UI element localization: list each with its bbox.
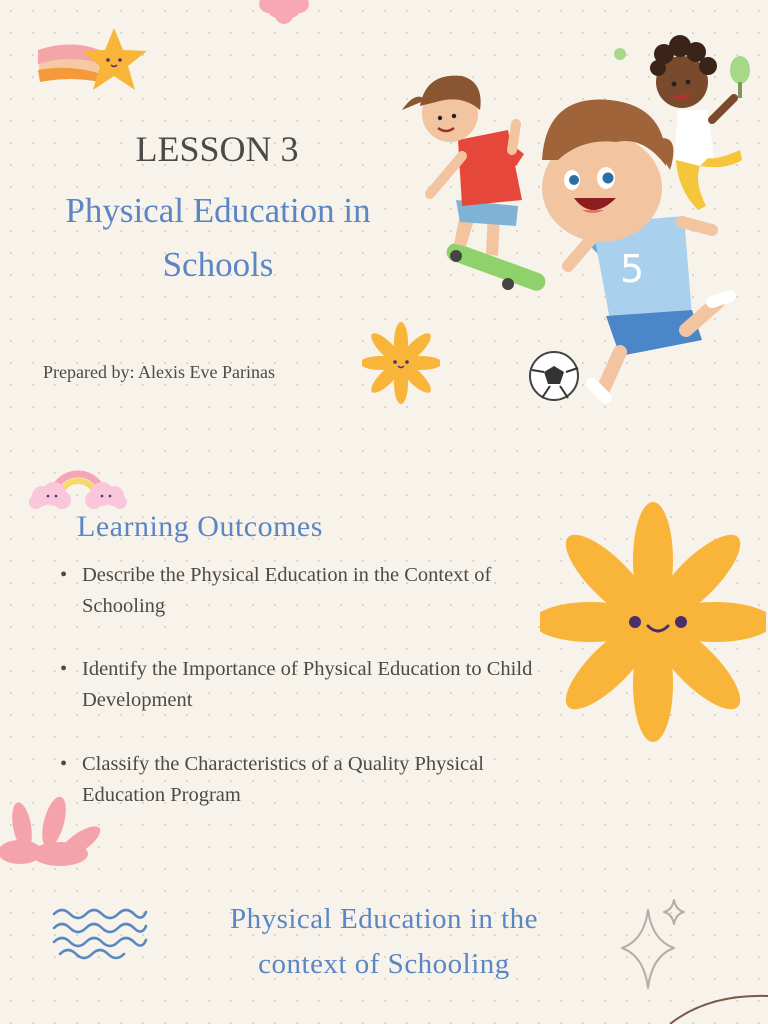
shooting-star-icon bbox=[34, 24, 152, 104]
page-title-line2: Schools bbox=[162, 245, 274, 284]
list-item: • Describe the Physical Education in the Context of Schooling bbox=[60, 560, 622, 622]
rainbow-icon bbox=[28, 466, 128, 512]
sparkle-icon bbox=[618, 896, 688, 992]
svg-text:5: 5 bbox=[620, 247, 645, 291]
list-item: • Classify the Characteristics of a Quality Physical Education Program bbox=[60, 749, 622, 811]
list-item-line1: Describe the Physical Education in the Context of bbox=[82, 564, 492, 586]
list-item-line1: Identify the Importance of Physical Education to Child bbox=[82, 658, 533, 680]
list-item-line2: Development bbox=[82, 689, 193, 711]
list-item-line2: Education Program bbox=[82, 784, 241, 806]
pink-leaf-icon bbox=[0, 788, 112, 868]
pink-flower-icon bbox=[232, 0, 336, 44]
prepared-by: Prepared by: Alexis Eve Parinas bbox=[43, 362, 275, 382]
page-title bbox=[40, 184, 396, 292]
kids-playing-illustration bbox=[396, 10, 762, 406]
section-title-line2: context of Schooling bbox=[258, 948, 510, 980]
list-item: • Identify the Importance of Physical Education to Child Development bbox=[60, 654, 622, 716]
page-title-line1: Physical Education in bbox=[65, 191, 371, 230]
waves-icon bbox=[52, 904, 148, 960]
list-item-line2: Schooling bbox=[82, 595, 166, 617]
arc-decoration bbox=[668, 988, 768, 1024]
section-title-line1: Physical Education in the bbox=[229, 903, 539, 935]
section-title bbox=[200, 897, 568, 987]
learning-outcomes-heading: Learning Outcomes bbox=[77, 510, 323, 543]
lesson-number: LESSON 3 bbox=[135, 129, 299, 169]
list-item-line1: Classify the Characteristics of a Quality Physical bbox=[82, 753, 484, 775]
big-star-icon bbox=[540, 498, 766, 746]
